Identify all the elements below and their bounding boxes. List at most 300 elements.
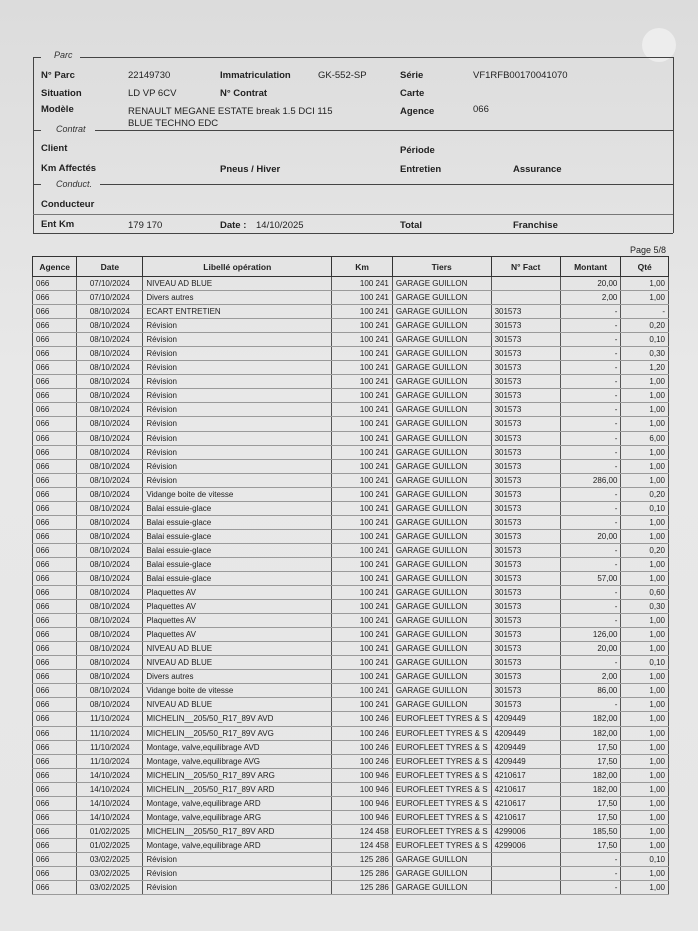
col-header-km: Km [332, 257, 393, 277]
cell-agence: 066 [33, 445, 77, 459]
cell-date: 08/10/2024 [77, 684, 143, 698]
cell-libelle: Balai essuie-glace [143, 557, 332, 571]
cell-libelle: Révision [143, 347, 332, 361]
cell-date: 14/10/2024 [77, 768, 143, 782]
cell-km: 125 286 [332, 881, 393, 895]
cell-libelle: Révision [143, 881, 332, 895]
cell-libelle: Révision [143, 431, 332, 445]
cell-nfact: 4209449 [491, 740, 560, 754]
cell-date: 08/10/2024 [77, 361, 143, 375]
cell-montant: 2,00 [560, 291, 621, 305]
cell-qte: 1,00 [621, 712, 669, 726]
cell-libelle: Montage, valve,equilibrage AVD [143, 740, 332, 754]
immat-value: GK-552-SP [318, 70, 367, 81]
date-label: Date : [220, 220, 247, 231]
col-header-montant: Montant [560, 257, 621, 277]
cell-agence: 066 [33, 473, 77, 487]
cell-libelle: Révision [143, 866, 332, 880]
cell-montant: 17,50 [560, 796, 621, 810]
cell-montant: - [560, 333, 621, 347]
cell-date: 03/02/2025 [77, 866, 143, 880]
cell-qte: 1,00 [621, 838, 669, 852]
cell-date: 08/10/2024 [77, 614, 143, 628]
cell-montant: 182,00 [560, 768, 621, 782]
cell-km: 124 458 [332, 838, 393, 852]
parc-legend: Parc [54, 50, 73, 60]
cell-agence: 066 [33, 866, 77, 880]
cell-libelle: Montage, valve,equilibrage ARD [143, 796, 332, 810]
cell-km: 100 946 [332, 796, 393, 810]
cell-date: 07/10/2024 [77, 291, 143, 305]
cell-tiers: EUROFLEET TYRES & S [392, 796, 491, 810]
cell-qte: 1,00 [621, 684, 669, 698]
cell-nfact: 301573 [491, 473, 560, 487]
immat-label: Immatriculation [220, 70, 291, 81]
cell-tiers: GARAGE GUILLON [392, 600, 491, 614]
cell-km: 100 241 [332, 600, 393, 614]
cell-libelle: Révision [143, 445, 332, 459]
cell-date: 08/10/2024 [77, 403, 143, 417]
cell-nfact: 301573 [491, 501, 560, 515]
cell-km: 100 241 [332, 670, 393, 684]
table-row [33, 361, 669, 375]
cell-date: 08/10/2024 [77, 333, 143, 347]
cell-qte: 6,00 [621, 431, 669, 445]
cell-libelle: Vidange boite de vitesse [143, 684, 332, 698]
cell-libelle: Révision [143, 852, 332, 866]
cell-libelle: ECART ENTRETIEN [143, 305, 332, 319]
cell-libelle: Vidange boite de vitesse [143, 487, 332, 501]
cell-km: 100 946 [332, 782, 393, 796]
page-number: Page 5/8 [629, 245, 666, 255]
cell-tiers: GARAGE GUILLON [392, 445, 491, 459]
cell-montant: 20,00 [560, 642, 621, 656]
cell-agence: 066 [33, 726, 77, 740]
cell-nfact: 301573 [491, 361, 560, 375]
frame-line [80, 57, 673, 58]
table-row [33, 712, 669, 726]
cell-tiers: GARAGE GUILLON [392, 852, 491, 866]
table-row [33, 768, 669, 782]
cell-montant: - [560, 866, 621, 880]
cell-date: 08/10/2024 [77, 501, 143, 515]
cell-nfact: 4209449 [491, 726, 560, 740]
cell-qte: 0,10 [621, 852, 669, 866]
cell-agence: 066 [33, 768, 77, 782]
cell-date: 08/10/2024 [77, 515, 143, 529]
cell-nfact: 301573 [491, 459, 560, 473]
cell-qte: 1,00 [621, 557, 669, 571]
cell-qte: 1,00 [621, 796, 669, 810]
cell-nfact: 4209449 [491, 754, 560, 768]
table-row [33, 347, 669, 361]
cell-date: 08/10/2024 [77, 600, 143, 614]
cell-montant: 17,50 [560, 754, 621, 768]
cell-km: 100 241 [332, 389, 393, 403]
cell-tiers: GARAGE GUILLON [392, 529, 491, 543]
cell-qte: 0,20 [621, 319, 669, 333]
cell-qte: 1,00 [621, 389, 669, 403]
table-row [33, 487, 669, 501]
table-row [33, 529, 669, 543]
cell-agence: 066 [33, 291, 77, 305]
situation-label: Situation [41, 88, 82, 99]
cell-agence: 066 [33, 571, 77, 585]
cell-tiers: GARAGE GUILLON [392, 571, 491, 585]
situation-value: LD VP 6CV [128, 88, 177, 99]
frame-right [673, 57, 674, 233]
cell-date: 08/10/2024 [77, 487, 143, 501]
cell-date: 14/10/2024 [77, 782, 143, 796]
cell-tiers: GARAGE GUILLON [392, 557, 491, 571]
cell-libelle: MICHELIN__205/50_R17_89V ARD [143, 824, 332, 838]
cell-km: 100 241 [332, 586, 393, 600]
col-header-nfact: N° Fact [491, 257, 560, 277]
cell-montant: - [560, 557, 621, 571]
table-row [33, 642, 669, 656]
table-row [33, 838, 669, 852]
cell-tiers: EUROFLEET TYRES & S [392, 740, 491, 754]
cell-tiers: GARAGE GUILLON [392, 656, 491, 670]
cell-montant: - [560, 361, 621, 375]
table-row [33, 543, 669, 557]
cell-libelle: Révision [143, 417, 332, 431]
cell-tiers: GARAGE GUILLON [392, 487, 491, 501]
cell-qte: 1,00 [621, 571, 669, 585]
frame-left [33, 57, 34, 233]
cell-qte: 1,00 [621, 768, 669, 782]
cell-qte: 1,00 [621, 403, 669, 417]
table-row [33, 810, 669, 824]
table-row [33, 824, 669, 838]
no-parc-value: 22149730 [128, 70, 171, 81]
cell-date: 11/10/2024 [77, 754, 143, 768]
cell-km: 100 241 [332, 515, 393, 529]
cell-date: 08/10/2024 [77, 459, 143, 473]
cell-libelle: Balai essuie-glace [143, 501, 332, 515]
cell-libelle: Balai essuie-glace [143, 515, 332, 529]
cell-km: 100 241 [332, 529, 393, 543]
cell-libelle: Plaquettes AV [143, 600, 332, 614]
cell-date: 08/10/2024 [77, 529, 143, 543]
cell-km: 100 246 [332, 740, 393, 754]
serie-label: Série [400, 70, 424, 81]
cell-libelle: Balai essuie-glace [143, 543, 332, 557]
cell-date: 08/10/2024 [77, 305, 143, 319]
cell-montant: 17,50 [560, 838, 621, 852]
cell-qte: 1,00 [621, 459, 669, 473]
cell-nfact: 301573 [491, 487, 560, 501]
cell-montant: 86,00 [560, 684, 621, 698]
cell-montant: - [560, 515, 621, 529]
table-row [33, 881, 669, 895]
cell-agence: 066 [33, 628, 77, 642]
cell-km: 125 286 [332, 852, 393, 866]
cell-tiers: GARAGE GUILLON [392, 614, 491, 628]
pneus-label: Pneus / Hiver [220, 164, 281, 175]
cell-montant: - [560, 586, 621, 600]
cell-qte: 0,10 [621, 501, 669, 515]
cell-tiers: GARAGE GUILLON [392, 628, 491, 642]
cell-qte: 1,00 [621, 529, 669, 543]
cell-montant: - [560, 403, 621, 417]
operations-table [32, 256, 669, 895]
cell-km: 100 241 [332, 501, 393, 515]
cell-km: 100 241 [332, 473, 393, 487]
cell-agence: 066 [33, 347, 77, 361]
cell-date: 03/02/2025 [77, 881, 143, 895]
cell-tiers: EUROFLEET TYRES & S [392, 782, 491, 796]
cell-agence: 066 [33, 740, 77, 754]
table-row [33, 501, 669, 515]
cell-tiers: GARAGE GUILLON [392, 417, 491, 431]
cell-tiers: GARAGE GUILLON [392, 670, 491, 684]
cell-tiers: EUROFLEET TYRES & S [392, 712, 491, 726]
cell-agence: 066 [33, 375, 77, 389]
cell-qte: 1,00 [621, 445, 669, 459]
cell-date: 08/10/2024 [77, 431, 143, 445]
cell-date: 08/10/2024 [77, 642, 143, 656]
cell-km: 100 241 [332, 571, 393, 585]
cell-agence: 066 [33, 277, 77, 291]
cell-tiers: EUROFLEET TYRES & S [392, 838, 491, 852]
cell-libelle: Balai essuie-glace [143, 571, 332, 585]
cell-montant: - [560, 501, 621, 515]
assurance-label: Assurance [513, 164, 562, 175]
cell-libelle: NIVEAU AD BLUE [143, 277, 332, 291]
cell-qte: 1,00 [621, 614, 669, 628]
cell-nfact: 301573 [491, 445, 560, 459]
cell-date: 08/10/2024 [77, 698, 143, 712]
cell-km: 100 246 [332, 726, 393, 740]
cell-agence: 066 [33, 501, 77, 515]
frame-line [33, 184, 41, 185]
cell-libelle: Révision [143, 333, 332, 347]
cell-montant: - [560, 487, 621, 501]
cell-libelle: Révision [143, 389, 332, 403]
cell-nfact: 301573 [491, 628, 560, 642]
cell-tiers: GARAGE GUILLON [392, 515, 491, 529]
cell-nfact: 301573 [491, 431, 560, 445]
table-row [33, 557, 669, 571]
cell-libelle: Divers autres [143, 291, 332, 305]
client-label: Client [41, 143, 68, 154]
cell-date: 08/10/2024 [77, 347, 143, 361]
cell-agence: 066 [33, 796, 77, 810]
cell-agence: 066 [33, 600, 77, 614]
col-header-tiers: Tiers [392, 257, 491, 277]
cell-montant: - [560, 431, 621, 445]
cell-date: 14/10/2024 [77, 810, 143, 824]
cell-tiers: GARAGE GUILLON [392, 361, 491, 375]
cell-km: 100 246 [332, 754, 393, 768]
cell-agence: 066 [33, 417, 77, 431]
cell-qte: 1,00 [621, 810, 669, 824]
serie-value: VF1RFB00170041070 [473, 70, 568, 81]
table-row [33, 670, 669, 684]
cell-km: 100 241 [332, 417, 393, 431]
cell-tiers: GARAGE GUILLON [392, 319, 491, 333]
cell-montant: 2,00 [560, 670, 621, 684]
col-header-libelle: Libellé opération [143, 257, 332, 277]
cell-nfact: 301573 [491, 600, 560, 614]
cell-libelle: Révision [143, 403, 332, 417]
cell-agence: 066 [33, 529, 77, 543]
cell-agence: 066 [33, 838, 77, 852]
cell-nfact: 301573 [491, 670, 560, 684]
cell-nfact: 4210617 [491, 768, 560, 782]
cell-nfact: 301573 [491, 305, 560, 319]
cell-agence: 066 [33, 852, 77, 866]
cell-nfact: 301573 [491, 333, 560, 347]
table-row [33, 277, 669, 291]
cell-qte: 0,10 [621, 656, 669, 670]
cell-agence: 066 [33, 487, 77, 501]
table-row [33, 866, 669, 880]
cell-libelle: Plaquettes AV [143, 586, 332, 600]
cell-agence: 066 [33, 403, 77, 417]
cell-date: 03/02/2025 [77, 852, 143, 866]
cell-date: 01/02/2025 [77, 838, 143, 852]
table-row [33, 656, 669, 670]
table-row [33, 726, 669, 740]
cell-tiers: GARAGE GUILLON [392, 586, 491, 600]
cell-agence: 066 [33, 389, 77, 403]
cell-nfact: 301573 [491, 684, 560, 698]
cell-nfact: 301573 [491, 656, 560, 670]
cell-tiers: GARAGE GUILLON [392, 642, 491, 656]
cell-qte: 1,00 [621, 515, 669, 529]
cell-agence: 066 [33, 319, 77, 333]
cell-agence: 066 [33, 670, 77, 684]
table-row [33, 628, 669, 642]
cell-date: 01/02/2025 [77, 824, 143, 838]
cell-km: 100 241 [332, 347, 393, 361]
table-row [33, 614, 669, 628]
cell-tiers: GARAGE GUILLON [392, 501, 491, 515]
cell-qte: - [621, 305, 669, 319]
table-row [33, 684, 669, 698]
table-row [33, 515, 669, 529]
cell-date: 08/10/2024 [77, 445, 143, 459]
cell-montant: - [560, 543, 621, 557]
cell-qte: 1,00 [621, 277, 669, 291]
cell-montant: 17,50 [560, 810, 621, 824]
table-row [33, 586, 669, 600]
cell-qte: 0,20 [621, 543, 669, 557]
cell-qte: 0,30 [621, 600, 669, 614]
cell-tiers: GARAGE GUILLON [392, 459, 491, 473]
cell-agence: 066 [33, 431, 77, 445]
cell-km: 100 946 [332, 810, 393, 824]
carte-label: Carte [400, 88, 425, 99]
cell-agence: 066 [33, 810, 77, 824]
cell-nfact: 301573 [491, 571, 560, 585]
cell-tiers: EUROFLEET TYRES & S [392, 824, 491, 838]
total-label: Total [400, 220, 422, 231]
cell-tiers: GARAGE GUILLON [392, 881, 491, 895]
cell-nfact [491, 866, 560, 880]
cell-libelle: NIVEAU AD BLUE [143, 656, 332, 670]
periode-label: Période [400, 145, 435, 156]
cell-nfact: 301573 [491, 586, 560, 600]
cell-montant: - [560, 347, 621, 361]
cell-montant: - [560, 445, 621, 459]
cell-km: 100 241 [332, 375, 393, 389]
cell-qte: 1,00 [621, 782, 669, 796]
cell-libelle: Montage, valve,equilibrage AVG [143, 754, 332, 768]
cell-nfact: 301573 [491, 543, 560, 557]
frame-line [33, 233, 673, 234]
cell-tiers: GARAGE GUILLON [392, 291, 491, 305]
cell-qte: 1,00 [621, 417, 669, 431]
cell-km: 100 241 [332, 361, 393, 375]
cell-nfact: 4210617 [491, 796, 560, 810]
cell-date: 08/10/2024 [77, 389, 143, 403]
cell-montant: - [560, 614, 621, 628]
cell-date: 08/10/2024 [77, 557, 143, 571]
table-row [33, 796, 669, 810]
cell-km: 100 241 [332, 277, 393, 291]
cell-libelle: MICHELIN__205/50_R17_89V ARG [143, 768, 332, 782]
cell-libelle: Révision [143, 459, 332, 473]
frame-line [95, 130, 673, 131]
table-row [33, 305, 669, 319]
cell-tiers: GARAGE GUILLON [392, 277, 491, 291]
cell-montant: - [560, 417, 621, 431]
cell-agence: 066 [33, 614, 77, 628]
cell-tiers: GARAGE GUILLON [392, 333, 491, 347]
cell-libelle: MICHELIN__205/50_R17_89V AVG [143, 726, 332, 740]
cell-nfact: 301573 [491, 614, 560, 628]
cell-montant: - [560, 319, 621, 333]
table-row [33, 445, 669, 459]
cell-date: 08/10/2024 [77, 319, 143, 333]
cell-date: 08/10/2024 [77, 375, 143, 389]
cell-qte: 1,00 [621, 628, 669, 642]
cell-agence: 066 [33, 698, 77, 712]
cell-date: 08/10/2024 [77, 656, 143, 670]
cell-agence: 066 [33, 557, 77, 571]
cell-agence: 066 [33, 712, 77, 726]
cell-libelle: Plaquettes AV [143, 628, 332, 642]
cell-agence: 066 [33, 361, 77, 375]
table-row [33, 600, 669, 614]
cell-date: 11/10/2024 [77, 712, 143, 726]
cell-date: 11/10/2024 [77, 740, 143, 754]
cell-montant: - [560, 305, 621, 319]
conducteur-label: Conducteur [41, 199, 95, 210]
cell-date: 14/10/2024 [77, 796, 143, 810]
cell-nfact: 301573 [491, 698, 560, 712]
table-row [33, 319, 669, 333]
cell-date: 08/10/2024 [77, 670, 143, 684]
cell-qte: 1,00 [621, 866, 669, 880]
cell-montant: 57,00 [560, 571, 621, 585]
cell-nfact: 4209449 [491, 712, 560, 726]
cell-montant: 182,00 [560, 782, 621, 796]
modele-value-line1: RENAULT MEGANE ESTATE break 1.5 DCI 115 [128, 106, 333, 117]
cell-montant: 126,00 [560, 628, 621, 642]
cell-nfact: 4299006 [491, 824, 560, 838]
cell-nfact: 4210617 [491, 810, 560, 824]
entkm-value: 179 170 [128, 220, 163, 231]
frame-line [33, 214, 673, 215]
cell-km: 100 241 [332, 431, 393, 445]
table-row [33, 375, 669, 389]
cell-km: 100 246 [332, 712, 393, 726]
frame-line [100, 184, 673, 185]
